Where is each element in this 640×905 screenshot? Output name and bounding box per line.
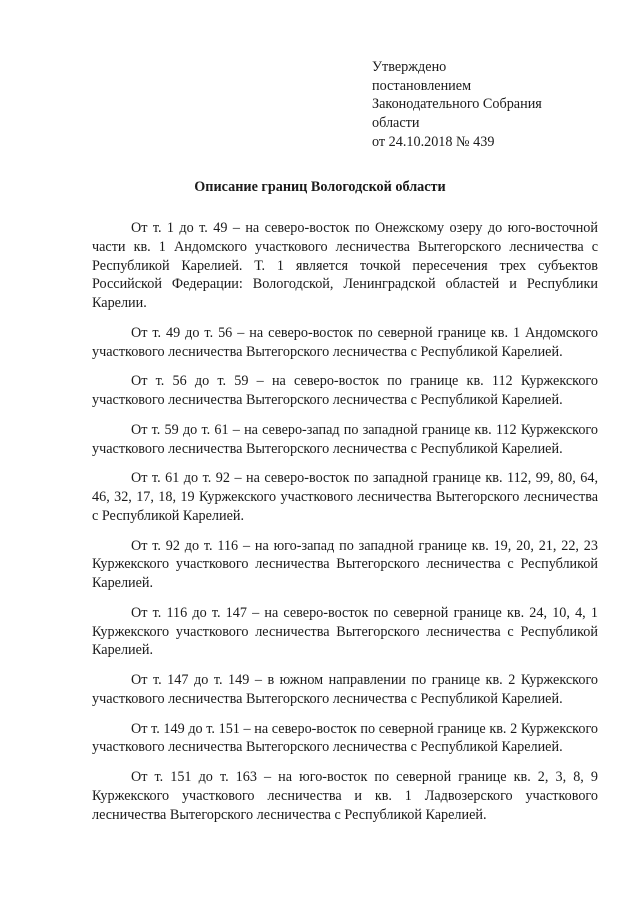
- document-body: [92, 219, 598, 835]
- paragraph: От т. 116 до т. 147 – на северо-восток по северной границе кв. 24, 10, 4, 1 Куржекского участкового лесничества Вытегорского лесничества с Республикой Карелией.: [92, 604, 598, 659]
- paragraph: От т. 92 до т. 116 – на юго-запад по западной границе кв. 19, 20, 21, 22, 23 Куржекского участкового лесничества Вытегорского лесничества с Республикой Карелией.: [92, 537, 598, 591]
- approval-line: постановлением: [372, 77, 472, 94]
- approval-stamp: [372, 58, 612, 152]
- paragraph: От т. 1 до т. 49 – на северо-восток по Онежскому озеру до юго-восточной части кв. 1 Андомского участкового лесничества Вытегорского лесничества с Республикой Карелией. Т. 1 является точкой пересечения трех субъектов Российской Федерации: Вологодской, Ленинградской областей и Республики Карелии.: [92, 220, 598, 311]
- document-title: Описание границ Вологодской области: [194, 179, 446, 195]
- paragraph: От т. 56 до т. 59 – на северо-восток по границе кв. 112 Куржекского участкового лесничества Вытегорского лесничества с Республикой Карелией.: [92, 373, 598, 408]
- paragraph: От т. 49 до т. 56 – на северо-восток по северной границе кв. 1 Андомского участкового лесничества Вытегорского лесничества с Республикой Карелией.: [92, 324, 598, 360]
- paragraph: От т. 149 до т. 151 – на северо-восток по северной границе кв. 2 Куржекского участкового лесничества Вытегорского лесничества с Республикой Карелией.: [92, 720, 598, 756]
- approval-line: Законодательного Собрания: [372, 96, 542, 113]
- paragraph: От т. 147 до т. 149 – в южном направлении по границе кв. 2 Куржекского участкового лесничества Вытегорского лесничества с Республикой Карелией.: [92, 672, 598, 707]
- approval-line: Утверждено: [372, 59, 447, 75]
- approval-line: от 24.10.2018 № 439: [372, 133, 495, 150]
- approval-line: области: [372, 115, 420, 132]
- paragraph: От т. 59 до т. 61 – на северо-запад по западной границе кв. 112 Куржекского участкового лесничества Вытегорского лесничества с Республикой Карелией.: [92, 421, 598, 457]
- paragraph: От т. 61 до т. 92 – на северо-восток по западной границе кв. 112, 99, 80, 64, 46, 32, 17, 18, 19 Куржекского участкового лесничества Вытегорского лесничества с Республикой Карелией.: [92, 470, 598, 524]
- paragraph: От т. 151 до т. 163 – на юго-восток по северной границе кв. 2, 3, 8, 9 Куржекского участкового лесничества и кв. 1 Ладвозерского участкового лесничества Вытегорского лесничества с Республикой Карелией.: [92, 769, 598, 823]
